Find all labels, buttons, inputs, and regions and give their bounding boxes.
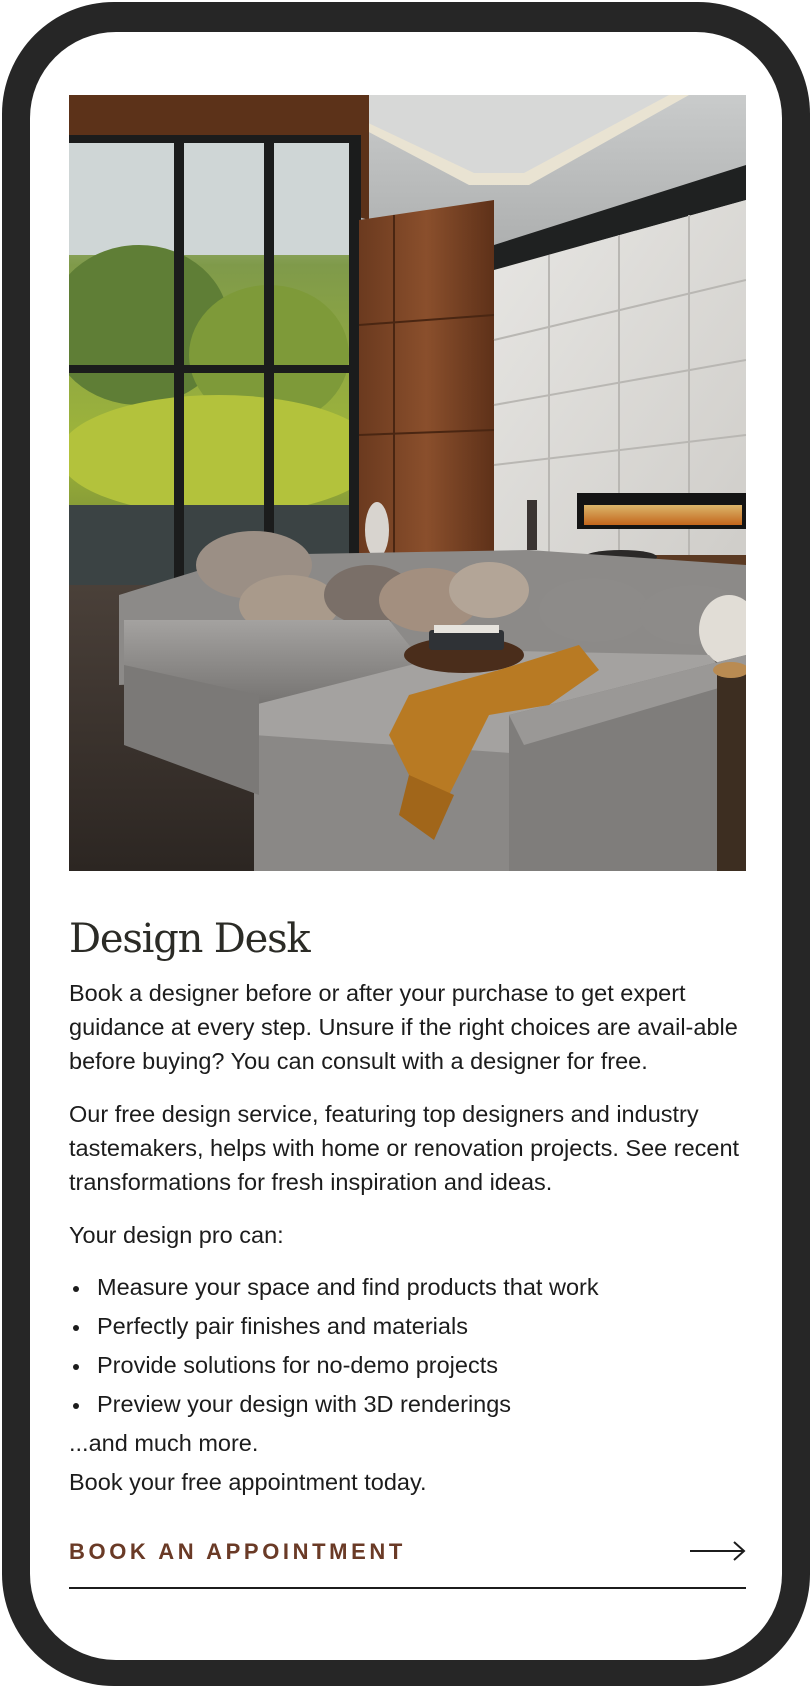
cta-prompt-text: Book your free appointment today. — [69, 1469, 427, 1495]
intro-paragraph: Book a designer before or after your purchase to get expert guidance at every step. Unsure if the right choices are avail-able before buying? You can consult with a designer for free. — [69, 980, 738, 1074]
and-more-text: ...and much more. — [69, 1430, 259, 1456]
hero-photo — [69, 95, 746, 871]
book-appointment-button[interactable] — [69, 1537, 746, 1589]
list-item: Preview your design with 3D renderings — [69, 1385, 746, 1424]
benefits-list — [69, 1268, 746, 1424]
bullet-icon — [73, 1325, 79, 1331]
list-item: Measure your space and find products that work — [69, 1268, 746, 1307]
book-appointment-label: BOOK AN APPOINTMENT — [69, 1539, 406, 1564]
list-item: Provide solutions for no-demo projects — [69, 1346, 746, 1385]
phone-frame — [2, 2, 810, 1686]
screen — [30, 32, 782, 1660]
bullet-icon — [73, 1403, 79, 1409]
service-paragraph: Our free design service, featuring top designers and industry tastemakers, helps with home or renovation projects. See recent transformations for fresh inspiration and ideas. — [69, 1101, 740, 1195]
bullet-icon — [73, 1286, 79, 1292]
bullet-icon — [73, 1364, 79, 1370]
content — [69, 912, 746, 1502]
hero-image — [69, 95, 746, 871]
arrow-right-icon — [690, 1539, 746, 1563]
list-intro: Your design pro can: — [69, 1222, 284, 1248]
list-item: Perfectly pair finishes and materials — [69, 1307, 746, 1346]
page-title: Design Desk — [69, 916, 310, 962]
